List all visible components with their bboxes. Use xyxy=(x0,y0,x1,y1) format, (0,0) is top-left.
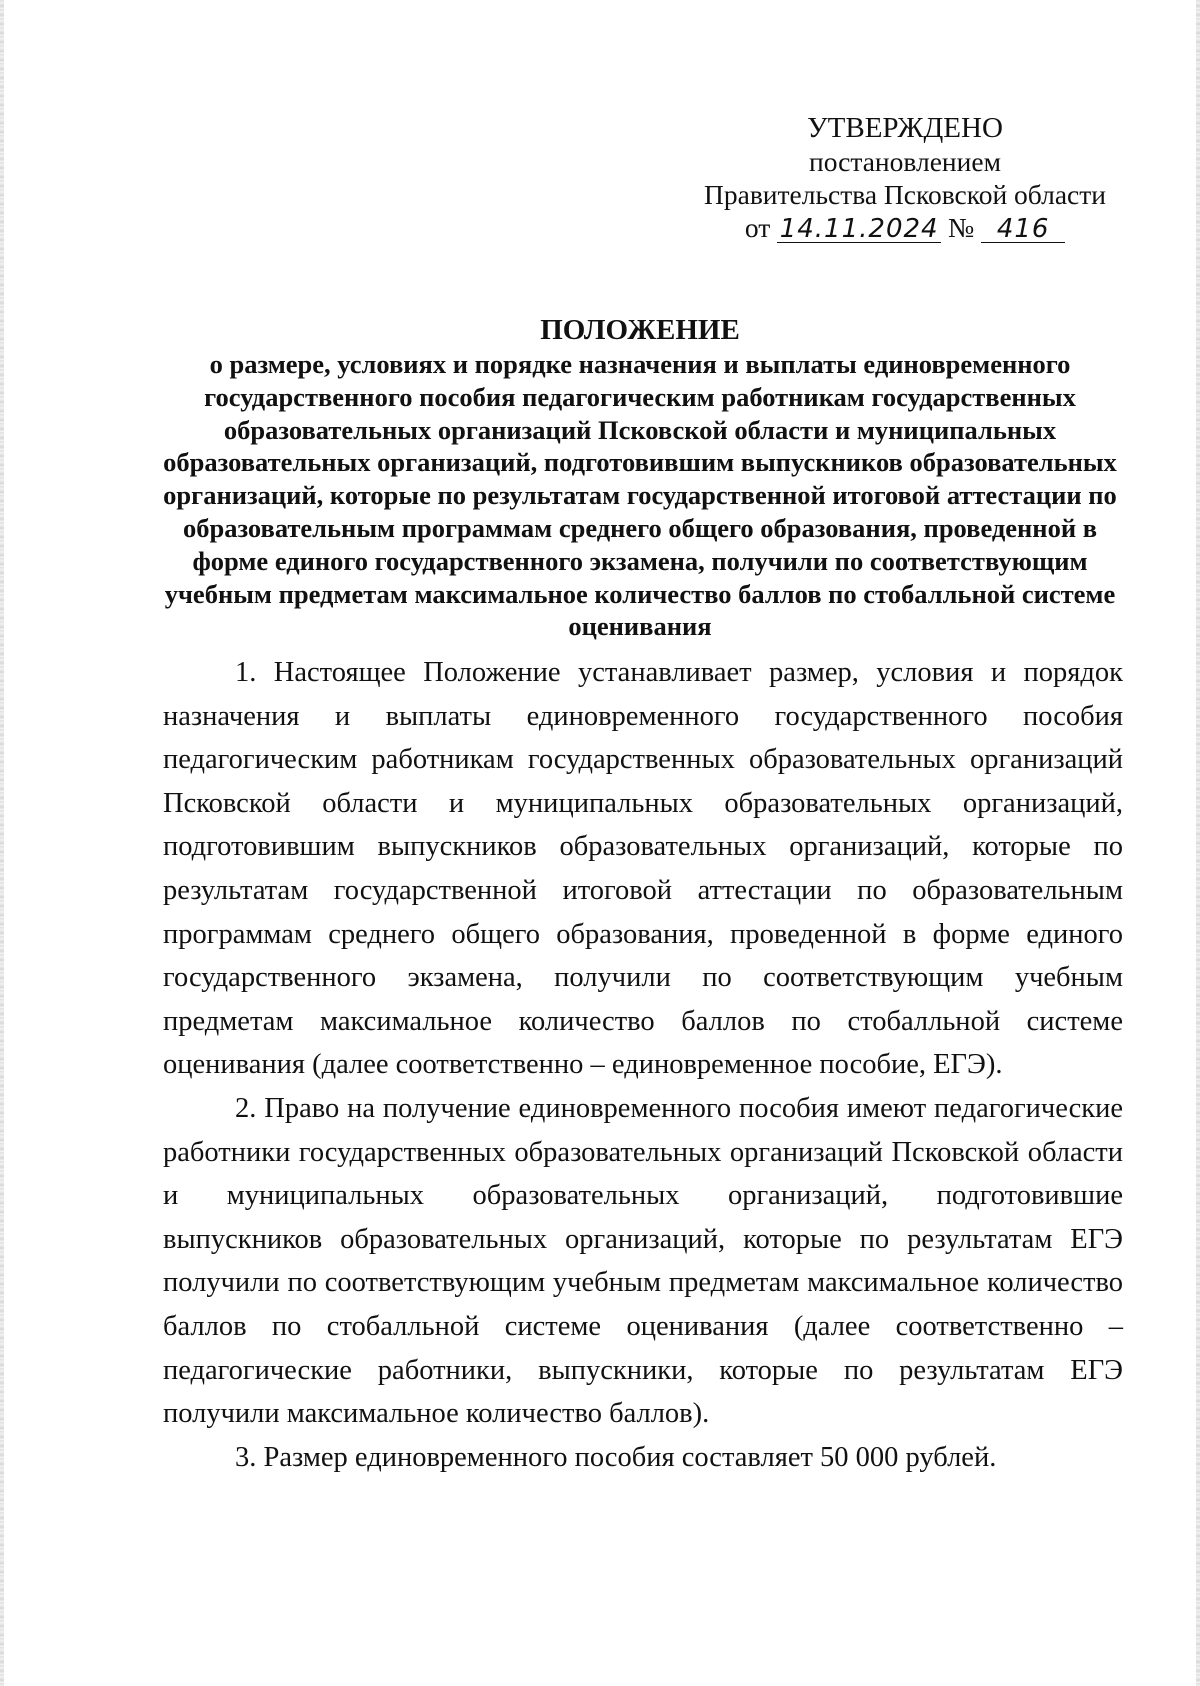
paragraph-2: 2. Право на получение единовременного пособия имеют педагогические работники государственных образовательных организаций Псковской области и муниципальных образовательных организаций, подготовившие выпускников образовательных организаций, которые по результатам ЕГЭ получили по соответствующим учебным предметам максимальное количество баллов по стобалльной системе оценивания (далее соответственно – педагогические работники, выпускники, которые по результатам ЕГЭ получили максимальное количество баллов). xyxy=(163,1092,1123,1430)
scan-edge-left xyxy=(0,0,4,1686)
paragraph-1: 1. Настоящее Положение устанавливает размер, условия и порядок назначения и выплаты единовременного государственного пособия педагогическим работникам государственных образовательных организаций Псковской области и муниципальных образовательных организаций, подготовившим выпускников образовательных организаций, которые по результатам государственной итоговой аттестации по образовательным программам среднего общего образования, проведенной в форме единого государственного экзамена, получили по соответствующим учебным предметам максимальное количество баллов по стобалльной системе оценивания (далее соответственно – единовременное пособие, ЕГЭ). xyxy=(163,657,1123,1081)
approval-resolution-label: постановлением xyxy=(809,146,1001,177)
document-body xyxy=(163,651,1123,1479)
approval-date-number-line xyxy=(690,211,1120,244)
document-subtitle: о размере, условиях и порядке назначения и выплаты единовременного государственного пособия педагогическим работникам государственных образовательных организаций Псковской области и муниципальных образовательных организаций, подготовившим выпускников образовательных организаций, которые по результатам государственной итоговой аттестации по образовательным программам среднего общего образования, проведенной в форме единого государственного экзамена, получили по соответствующим учебным предметам максимальное количество баллов по стобалльной системе оценивания xyxy=(163,349,1117,642)
approval-stamp-block xyxy=(690,112,1120,244)
scan-edge-right xyxy=(1196,0,1200,1686)
approval-date-handwritten: 14.11.2024 xyxy=(777,216,941,243)
approval-approved-label: УТВЕРЖДЕНО xyxy=(807,112,1003,144)
approval-number-sign: № xyxy=(948,212,975,243)
document-title-block xyxy=(150,312,1130,643)
approval-from-prefix: от xyxy=(744,212,771,243)
document-heading: ПОЛОЖЕНИЕ xyxy=(540,314,740,346)
approval-authority-label: Правительства Псковской области xyxy=(704,179,1106,210)
paragraph-3: 3. Размер единовременного пособия составляет 50 000 рублей. xyxy=(235,1441,997,1473)
approval-number-handwritten: 416 xyxy=(981,216,1065,243)
